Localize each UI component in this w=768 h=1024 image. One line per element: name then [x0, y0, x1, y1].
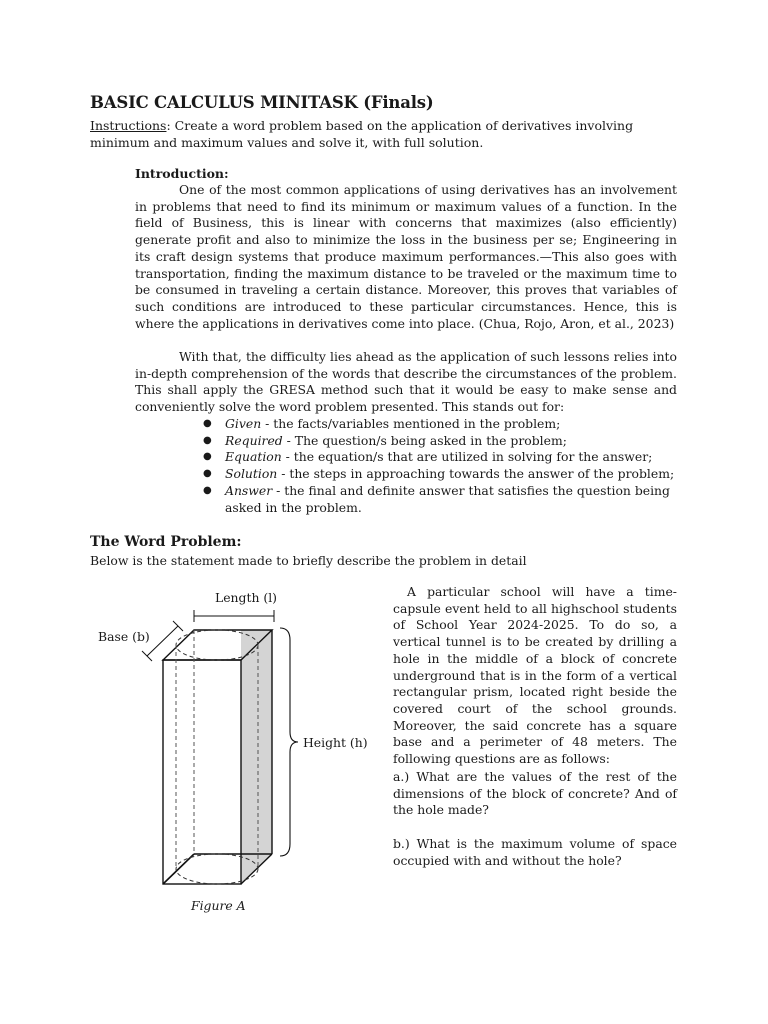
- bullet-desc: - the steps in approaching towards the answer of the problem;: [277, 466, 675, 482]
- bullet-icon: ●: [203, 451, 212, 463]
- list-item: [195, 433, 677, 450]
- base-label: Base (b): [98, 629, 150, 644]
- height-brace: [280, 628, 298, 856]
- list-item: [195, 416, 677, 433]
- bullet-term: Equation: [225, 449, 282, 465]
- question-b: b.) What is the maximum volume of space occupied with and without the hole?: [393, 836, 677, 868]
- bullet-desc: - the equation/s that are utilized in solving for the answer;: [281, 449, 653, 465]
- bullet-icon: ●: [203, 434, 212, 446]
- bullet-desc: - the facts/variables mentioned in the problem;: [261, 416, 561, 431]
- base-dimension-line: [147, 626, 178, 656]
- introduction-heading: Introduction:: [135, 166, 229, 181]
- bullet-term: Answer: [225, 482, 273, 498]
- list-item: [195, 466, 677, 483]
- introduction-paragraph-1: One of the most common applications of using derivatives has an involvement in problems that need to find its minimum or maximum values of a function. In the field of Business, this is linear with concerns that maximizes (also efficiently) generate profit and also to minimize the loss in the business per se; Engineering in its craft design systems that produce maximum performances.—This also goes with transportation, finding the maximum distance to be traveled or the maximum time to be consumed in traveling a certain distance. Moreover, this proves that variables of such conditions are introduced to these particular circumstances. Hence, this is where the applications in derivatives come into place. (Chua, Rojo, Aron, et al., 2023): [135, 182, 677, 331]
- bullet-icon: ●: [203, 484, 212, 496]
- bullet-icon: ●: [203, 418, 212, 429]
- height-label: Height (h): [303, 735, 368, 750]
- bullet-term: Solution: [225, 466, 278, 482]
- word-problem-subtitle: Below is the statement made to briefly describe the problem in detail: [90, 553, 527, 568]
- gresa-list: [195, 416, 677, 516]
- list-item: [195, 483, 677, 516]
- word-problem-heading: The Word Problem:: [90, 534, 242, 550]
- page-title: BASIC CALCULUS MINITASK (Finals): [90, 93, 434, 112]
- bullet-desc: - The question/s being asked in the problem;: [282, 432, 567, 448]
- word-problem-statement: A particular school will have a time-capsule event held to all highschool students of School Year 2024-2025. To do so, a vertical tunnel is to be created by drilling a hole in the middle of a block of concrete underground that is in the form of a vertical rectangular prism, located right beside the covered court of the school grounds. Moreover, the said concrete has a square base and a perimeter of 48 meters. The following questions are as follows:: [393, 584, 677, 767]
- prism-bottom-left-edge: [163, 854, 194, 884]
- prism-front-face: [163, 660, 241, 884]
- bullet-term: Required: [225, 432, 283, 448]
- figure-a: [90, 584, 380, 924]
- introduction-paragraph-2: With that, the difficulty lies ahead as the application of such lessons relies into in-depth comprehension of the words that describe the circumstances of the problem. This shall apply the GRESA method such that it would be easy to make sense and conveniently solve the word problem presented. This stands out for:: [135, 349, 677, 415]
- instructions-label: Instructions: [90, 118, 167, 133]
- bullet-icon: ●: [203, 468, 212, 480]
- question-a: a.) What are the values of the rest of the dimensions of the block of concrete? And of the hole made?: [393, 769, 677, 818]
- instructions: [90, 117, 690, 151]
- prism-side-shade: [241, 630, 272, 884]
- figure-caption: Figure A: [191, 898, 246, 913]
- instructions-text: : Create a word problem based on the application of derivatives involving minimum and maximum values and solve it, with full solution.: [90, 118, 634, 150]
- bullet-term: Given: [225, 416, 262, 431]
- list-item: [195, 449, 677, 466]
- length-label: Length (l): [215, 590, 278, 605]
- bullet-desc: - the final and definite answer that satisfies the question being asked in the problem.: [225, 482, 670, 515]
